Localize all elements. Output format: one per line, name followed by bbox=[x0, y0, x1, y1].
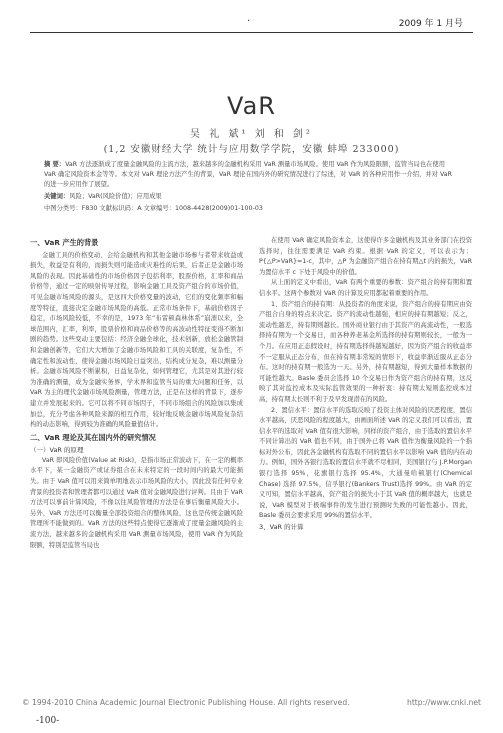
body-paragraph: VaR 即风险价值(Value at Risk)，是指市场正常波动下，在一定的概率水平下，某一金融资产或证券组合在未来特定的一段时间内的最大可能损失。由于 VaR 值可以用来简单明地表示市场风险的大小，因此没有任何专业背景的投资者和管理者都可以通过 VaR 值对金融风险进行评判。且由于 VaR 方法可以事前计算风险，不像以往风险管理的方法是在事后衡量风险大小。另外，VaR 方法还可以衡量全部投资组合的整体风险，这也是传统金融风险管理所不能做到的。VaR 方法的这些特点使得它逐渐成了度量金融风险的主流方法，越来越多的金融机构采用 VaR 测量市场风险，使用 VaR 作为风险限额，特别是监管当局也 bbox=[30, 456, 243, 549]
body-paragraph: 金融工具的价格变动、会给金融机构和其他金融市场参与者带来收益或损失，收益是有利的，而损失则可能造成灾难性的后果，后者正是金融市场风险的表现。因此基础性的市场价格因子包括利率，股票价格，汇率和商品价格等，通过一定的映射传导过程，影响金融工具及资产组合的市场价值，可见金融市场风险的源头，是这四大价格变量的波动，它们的变化频率和幅度等特征，直接决定金融市场风险的高低。正常市场条件下，基础价格因子稳定，市场风险较低，不幸的是，1973 年“布雷顿森林体系”崩溃以来，全球范围内，汇率，利率，股票价格和商品价格等的高波动性特征变得不断加剧的趋势。这些变动主要包括：经济全融全球化，技术创新，放松金融管制和金融创新等，它们大大增加了金融市场风险和工具的关联度，复杂性，不确定性和波动性，使得金融市场风险日益突出，结构成分复杂，难以测量分析。金融市场风险不断累积，日益复杂化，如何管理它，尤其是对其进行较为准确的测量，成为金融实务界，学术界和监管当局的重大问题和任务，以 VaR 为主的理代金融市场风险测量，管理方法，正是在这样的背景下，逐步建立并发展起来的。它可以将不同市场因子，不同市场组合的风险加以集成加总，充分考虑各种风险来源的相互作用，较好地反映金融市场风险复杂结构的动态影响，得到较为准确的风险量值估计。 bbox=[30, 251, 243, 429]
section-heading: 二、VaR 理论及其在国内外的研究情况 bbox=[30, 432, 156, 442]
body-paragraph: 从上面的定义中看出，VaR 有两个重要的参数：资产组合的持有期和置信水平。这两个参数对 VaR 的计算及应用都起着重要的作用。 bbox=[259, 279, 472, 297]
abstract-text: VaR 方法逐渐成了度量金融风险的主流方法，越来越多的金融机构采用 VaR 测量市场风险。使用 VaR 作为风险限额，监管当局也在使用 VaR 确定风险资本金等等。本文对 VaR 理论方法产生的背景，VaR 理论在国内外的研究情况进行了综述，对 VaR 的各种应用作一介绍，并对 VaR 的进一步应用作了展望。 bbox=[44, 161, 453, 188]
header-rule bbox=[30, 32, 473, 33]
body-paragraph: 1、资产组合的持有期：从投资者的角度来说，资产组合的持有期应由资产组合自身的特点来决定。资产的流动性越强，相应的持有期越短；反之，流动性越差，持有期则越长。国外商业银行由于其资产的高流动性，一般选择持有期为一个交易日，而各种养老基金所选择的持有期则较长，一般为一个月。在应用正态假设时，持有期选择得越短越好，因为资产组合的收益率不一定服从正态分布，但在持有期非常短的情形下，收益率渐近服从正态分布。这时的持有期一般选为一天。另外，持有期越短，得到大量样本数据的可能性越大。Basle 委员会选择 10 个交易日作为资产组合的持有期，这反映了其对监控成本及实际监管效果的一种折衷：持有期太短则监控成本过高，持有期太长则不利于及早发现潜在的风险。 bbox=[259, 300, 472, 403]
article-title: VaR bbox=[227, 92, 276, 120]
section-heading: 一、VaR 产生的背景 bbox=[30, 238, 99, 247]
classification-line: 中图分类号：F830 文献标识码：A 文章编号：1008-4428(2009)01-100-03 bbox=[44, 205, 263, 212]
article-authors: 吴 礼 斌¹ 刘 和 剑² bbox=[190, 129, 313, 140]
left-column bbox=[30, 236, 243, 668]
page-number: -100- bbox=[36, 716, 60, 726]
subsection-heading: （一）VaR 的原理 bbox=[30, 446, 84, 455]
abstract bbox=[44, 160, 459, 190]
author-affiliation: (1,2 安徽财经大学 统计与应用数学学院，安徽 蚌埠 233000) bbox=[103, 144, 400, 155]
copyright-notice: © 1994-2010 China Academic Journal Electronic Publishing House. All rights reserved. bbox=[22, 698, 350, 707]
body-paragraph: 在使用 VaR 确定风险资本金，这使得许多金融机构及其业务部门在投资选择时，往往需要满足 VaR 约束。根据 VaR 的定义，可以表示为：P{△P>VaR}=1-c，其中，△P 为金融资产组合在持有期△t 内的损失，VaR 为置信水平 c 下处于风险中的价值。 bbox=[259, 237, 472, 276]
right-column bbox=[259, 236, 472, 668]
abstract-label: 摘 要： bbox=[44, 161, 66, 168]
keywords bbox=[44, 192, 459, 202]
subsection-heading: 3、VaR 的计算 bbox=[259, 523, 304, 532]
footer bbox=[22, 698, 481, 707]
issue-date: 2009 年 1 月号 bbox=[398, 19, 463, 29]
keywords-label: 关键词： bbox=[44, 193, 70, 200]
cnki-link[interactable]: http://www.cnki.net bbox=[407, 698, 481, 707]
body-paragraph: 2、置信水平：置信水平的选取反映了投资主体对风险的厌恶程度，置信水平越高，厌恶风险的程度越大，由画面所述 VaR 的定义我们可以看出，置信水平的选取对 VaR 值有很大影响，同样的资产组合，由于选取的置信水平不同计算出的 VaR 值也不同，由于国外已将 VaR 值作为衡量风险的一个指标对外公布，因此各金融机构有选取不同的置信水平以影响 VaR 值的内在动力。例如，国外各银行选取的置信水平就不尽相同，美国银行与 J.P.Morgan 银行选择 95%，花旗银行选择 95.4%，大通曼哈顿银行(Chemical Chase) 选择 97.5%，信孚银行(Bankers Trust)选择 99%。由 VaR 的定义可知，置信水平越高，资产组合的损失小于其 VaR 值的概率越大，也就是说，VaR 模型对于极端事件的发生进行预测时失败的可能性越小。因此，Basle 委员会要求采用 99%的置信水平。 bbox=[259, 406, 472, 520]
keywords-text: 风险；VaR(风险价值)；应用成果 bbox=[69, 193, 162, 200]
header-dot: · bbox=[247, 16, 251, 27]
